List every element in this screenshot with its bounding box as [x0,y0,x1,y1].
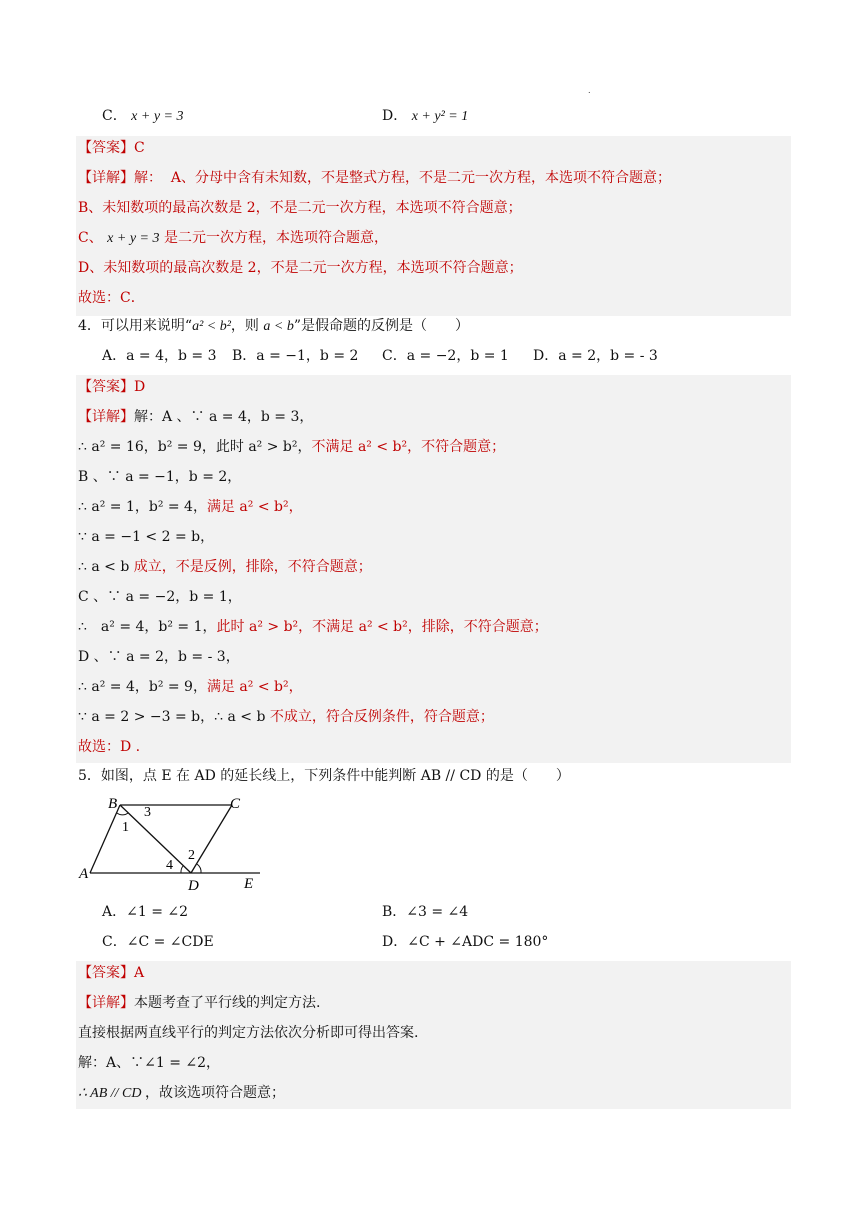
segment-cd [191,805,232,873]
q4-detail-line8: ∴ a² = 4，b² = 1，此时 a² > b²，不满足 a² < b²，排除，不符合题意； [78,619,548,635]
q4-detail-line9: D 、∵ a = 2，b = - 3， [78,649,240,665]
q4-conclusion: 故选：D . [78,739,141,755]
segment-ab [90,805,120,873]
q4-detail-line10: ∴ a² = 4，b² = 9，满足 a² < b²， [78,679,303,695]
q4-detail-line3: B 、∵ a = −1，b = 2， [78,469,242,485]
q5-option-b: B．∠3 = ∠4 [382,904,469,920]
label-angle-3: 3 [144,805,151,820]
page-mark: . [588,86,591,95]
q4-stem: 4．可以用来说明“a² < b²，则 a < b”是假命题的反例是（ ） [78,318,469,334]
label-a: A [79,866,89,882]
q3-conclusion: 故选：C． [78,290,145,306]
q5-detail-line3: 解：A、∵∠1 = ∠2， [78,1055,221,1071]
q5-answer-box [76,961,791,1109]
q4-detail-line7: C 、∵ a = −2，b = 1， [78,589,242,605]
q3-detail-line2: B、未知数项的最高次数是 2，不是二元一次方程，本选项不符合题意； [78,200,522,216]
q4-option-c: C．a = −2，b = 1 [382,348,509,364]
q4-option-b: B．a = −1，b = 2 [232,348,359,364]
q4-detail-line11: ∵ a = 2 > −3 = b，∴ a < b 不成立，符合反例条件，符合题意； [78,709,494,725]
segment-bd [120,805,191,873]
q4-option-d: D．a = 2，b = - 3 [533,348,658,364]
angle-4-arc [181,866,183,873]
q3-option-c: C． x + y = 3 [102,108,184,124]
q5-detail-line4: ∴ AB // CD ，故该选项符合题意； [78,1085,285,1101]
q3-detail-line3: C、 x + y = 3 是二元一次方程，本选项符合题意， [78,230,388,246]
q5-option-a: A．∠1 = ∠2 [102,904,189,920]
angle-1-arc [117,813,128,815]
q3-detail-line4: D、未知数项的最高次数是 2，不是二元一次方程，本选项不符合题意； [78,260,523,276]
q4-answer-label: 【答案】D [78,379,146,395]
label-c: C [230,796,241,812]
q4-detail-line4: ∴ a² = 1，b² = 4，满足 a² < b²， [78,499,303,515]
angle-2-arc [197,864,201,873]
label-angle-1: 1 [122,820,129,835]
q4-detail-line5: ∵ a = −1 < 2 = b， [78,529,215,545]
q5-detail-line2: 直接根据两直线平行的判定方法依次分析即可得出答案. [78,1025,419,1041]
label-d: D [188,878,199,894]
q4-answer-box [76,375,791,763]
q3-answer-label: 【答案】C [78,140,145,156]
q4-detail-line6: ∴ a < b 成立，不是反例，排除，不符合题意； [78,559,372,575]
q3-option-d: D． x + y² = 1 [382,108,469,124]
q5-option-c: C．∠C = ∠CDE [102,934,214,950]
q5-stem: 5．如图，点 E 在 AD 的延长线上，下列条件中能判断 AB // CD 的是（ ） [78,768,570,784]
q5-option-d: D．∠C + ∠ADC = 180° [382,934,549,950]
label-b: B [108,796,118,812]
label-angle-2: 2 [188,848,195,863]
q4-option-a: A．a = 4，b = 3 [102,348,217,364]
q4-detail-line2: ∴ a² = 16，b² = 9，此时 a² > b²，不满足 a² < b²，不符合题意； [78,439,506,455]
q3-answer-box [76,136,791,316]
q3-detail-line1: 【详解】解： A、分母中含有未知数，不是整式方程，不是二元一次方程，本选项不符合题意； [78,170,672,186]
q5-answer-label: 【答案】A [78,965,145,981]
q4-detail-line1: 【详解】解：A 、∵ a = 4，b = 3， [78,409,314,425]
q5-figure [76,792,276,894]
label-e: E [244,876,254,892]
label-angle-4: 4 [166,858,173,873]
q5-detail-line1: 【详解】本题考查了平行线的判定方法. [78,995,321,1011]
